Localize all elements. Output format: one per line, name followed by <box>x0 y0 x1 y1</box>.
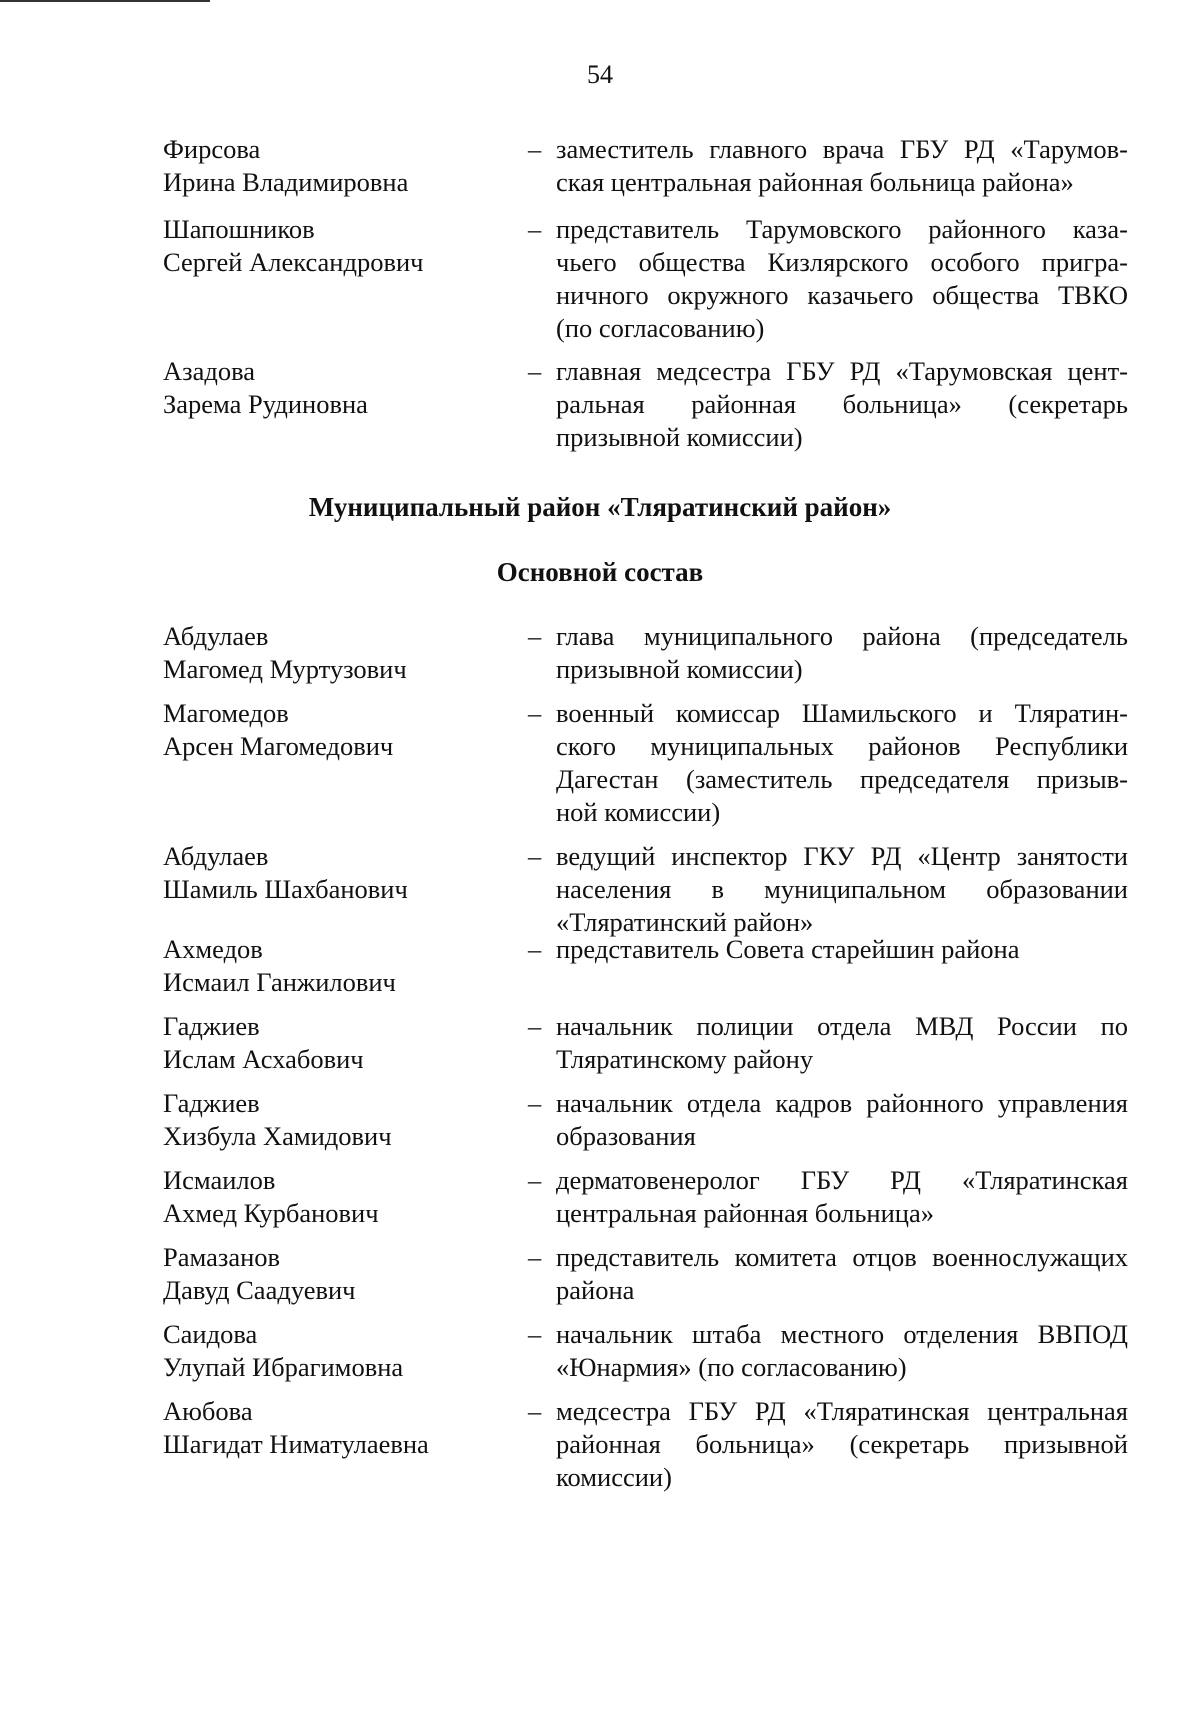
member-surname: Магомедов <box>163 698 289 728</box>
position-line: образования <box>556 1121 696 1151</box>
dash-separator: – <box>528 1242 542 1272</box>
position-line: представитель комитета отцов военнослужащих <box>556 1242 1128 1272</box>
position-line: ского муниципальных районов Республики <box>556 731 1128 761</box>
member-position <box>556 1087 1128 1153</box>
member-given-names: Арсен Магомедович <box>163 731 394 761</box>
member-position <box>556 840 1128 939</box>
member-given-names: Ислам Асхабович <box>163 1044 364 1074</box>
position-line: призывной комиссии) <box>556 422 803 452</box>
member-surname: Ахмедов <box>163 934 263 964</box>
member-position <box>556 213 1128 345</box>
member-name <box>163 1395 503 1461</box>
position-line: «Тляратинский район» <box>556 907 814 937</box>
position-line: начальник полиции отдела МВД России по <box>556 1011 1128 1041</box>
position-line: комиссии) <box>556 1462 672 1492</box>
member-name <box>163 697 503 763</box>
member-surname: Гаджиев <box>163 1088 260 1118</box>
member-name <box>163 213 503 279</box>
position-line: Дагестан (заместитель председателя призыв- <box>556 764 1128 794</box>
member-name <box>163 620 503 686</box>
position-line: населения в муниципальном образовании <box>556 874 1128 904</box>
position-line: (по согласованию) <box>556 313 765 343</box>
dash-separator: – <box>528 1011 542 1041</box>
position-line: «Юнармия» (по согласованию) <box>556 1352 907 1382</box>
member-position <box>556 1318 1128 1384</box>
dash-separator: – <box>528 1396 542 1426</box>
member-name <box>163 1164 503 1230</box>
member-position <box>556 133 1128 199</box>
member-position <box>556 933 1128 966</box>
member-name <box>163 1010 503 1076</box>
position-line: ральная районная больница» (секретарь <box>556 389 1128 419</box>
member-name <box>163 933 503 999</box>
position-line: районная больница» (секретарь призывной <box>556 1429 1128 1459</box>
dash-separator: – <box>528 1165 542 1195</box>
member-given-names: Исмаил Ганжилович <box>163 967 396 997</box>
member-surname: Азадова <box>163 356 256 386</box>
member-position <box>556 1241 1128 1307</box>
position-line: военный комиссар Шамильского и Тляратин- <box>556 698 1128 728</box>
scan-edge-line <box>0 0 210 2</box>
position-line: главная медсестра ГБУ РД «Тарумовская цент- <box>556 356 1128 386</box>
position-line: центральная районная больница» <box>556 1198 934 1228</box>
page-number: 54 <box>587 60 613 89</box>
dash-separator: – <box>528 1319 542 1349</box>
position-line: ведущий инспектор ГКУ РД «Центр занятости <box>556 841 1128 871</box>
district-heading: Муниципальный район «Тляратинский район» <box>308 492 892 522</box>
member-position <box>556 1010 1128 1076</box>
member-name <box>163 1087 503 1153</box>
position-line: призывной комиссии) <box>556 654 803 684</box>
member-position <box>556 697 1128 829</box>
member-position <box>556 1164 1128 1230</box>
position-line: ская центральная районная больница района» <box>556 167 1074 197</box>
dash-separator: – <box>528 214 542 244</box>
member-surname: Рамазанов <box>163 1242 281 1272</box>
position-line: ной комиссии) <box>556 797 721 827</box>
member-position <box>556 620 1128 686</box>
member-name <box>163 133 503 199</box>
member-given-names: Шагидат Ниматулаевна <box>163 1429 429 1459</box>
member-given-names: Улупай Ибрагимовна <box>163 1352 404 1382</box>
position-line: заместитель главного врача ГБУ РД «Тарумов- <box>556 134 1128 164</box>
dash-separator: – <box>528 134 542 164</box>
member-given-names: Давуд Саадуевич <box>163 1275 356 1305</box>
member-surname: Фирсова <box>163 134 261 164</box>
position-line: представитель Тарумовского районного каза- <box>556 214 1128 244</box>
member-name <box>163 1241 503 1307</box>
member-given-names: Ахмед Курбанович <box>163 1198 379 1228</box>
position-line: района <box>556 1275 635 1305</box>
position-line: дерматовенеролог ГБУ РД «Тляратинская <box>556 1165 1128 1195</box>
member-surname: Шапошников <box>163 214 315 244</box>
member-position <box>556 355 1128 454</box>
position-line: чьего общества Кизлярского особого пригра- <box>556 247 1128 277</box>
dash-separator: – <box>528 621 542 651</box>
dash-separator: – <box>528 356 542 386</box>
member-name <box>163 355 503 421</box>
member-given-names: Хизбула Хамидович <box>163 1121 392 1151</box>
member-surname: Аюбова <box>163 1396 253 1426</box>
member-position <box>556 1395 1128 1494</box>
member-given-names: Магомед Муртузович <box>163 654 407 684</box>
member-surname: Исмаилов <box>163 1165 276 1195</box>
position-line: начальник отдела кадров районного управления <box>556 1088 1128 1118</box>
member-surname: Абдулаев <box>163 621 269 651</box>
member-given-names: Сергей Александрович <box>163 247 424 277</box>
position-line: начальник штаба местного отделения ВВПОД <box>556 1319 1128 1349</box>
member-surname: Саидова <box>163 1319 258 1349</box>
position-line: глава муниципального района (председатель <box>556 621 1128 651</box>
dash-separator: – <box>528 934 542 964</box>
member-name <box>163 840 503 906</box>
position-line: Тляратинскому району <box>556 1044 814 1074</box>
dash-separator: – <box>528 698 542 728</box>
member-surname: Абдулаев <box>163 841 269 871</box>
position-line: медсестра ГБУ РД «Тляратинская центральная <box>556 1396 1128 1426</box>
member-given-names: Ирина Владимировна <box>163 167 409 197</box>
member-given-names: Шамиль Шахбанович <box>163 874 408 904</box>
member-name <box>163 1318 503 1384</box>
dash-separator: – <box>528 1088 542 1118</box>
member-given-names: Зарема Рудиновна <box>163 389 368 419</box>
position-line: представитель Совета старейшин района <box>556 934 1020 964</box>
member-surname: Гаджиев <box>163 1011 260 1041</box>
composition-heading: Основной состав <box>496 557 704 587</box>
position-line: ничного окружного казачьего общества ТВКО <box>556 280 1128 310</box>
dash-separator: – <box>528 841 542 871</box>
